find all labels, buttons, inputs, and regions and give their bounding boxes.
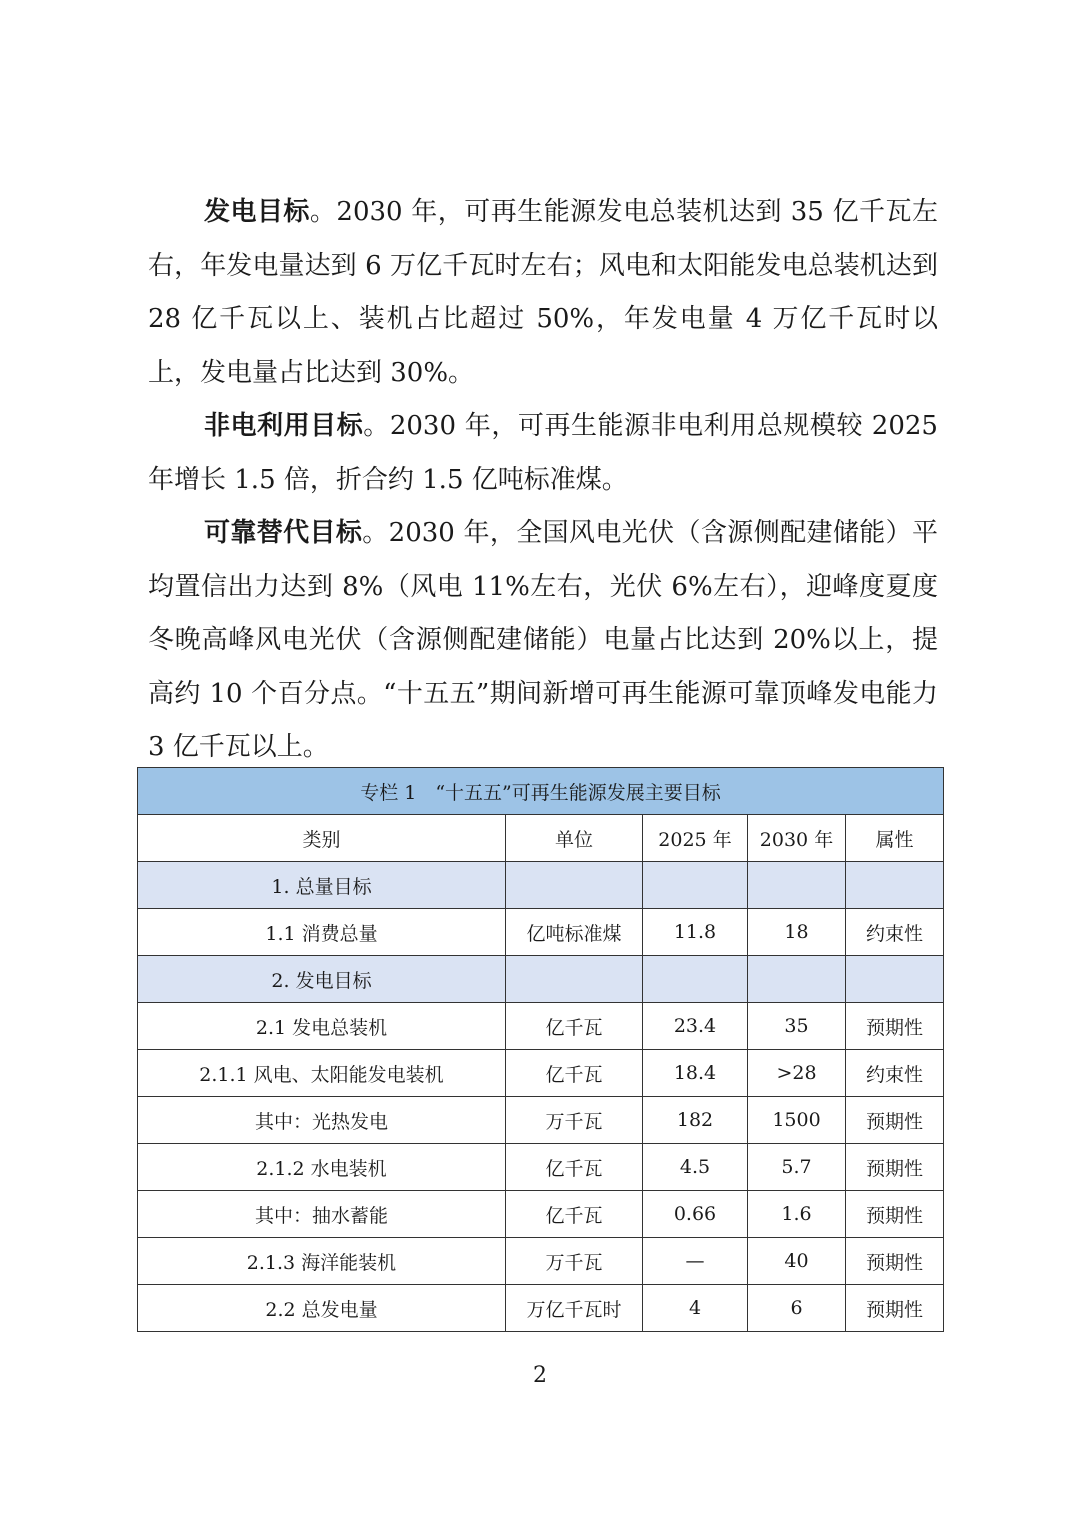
value-2025-cell	[643, 862, 748, 909]
value-2030-cell	[748, 956, 846, 1003]
table-row	[138, 1285, 944, 1332]
value-2025-cell: 18.4	[643, 1050, 748, 1097]
value-2025-cell: 11.8	[643, 909, 748, 956]
header-unit: 单位	[506, 815, 643, 862]
header-2025: 2025 年	[643, 815, 748, 862]
unit-cell: 万千瓦	[506, 1238, 643, 1285]
value-2030-cell: 1500	[748, 1097, 846, 1144]
value-2025-cell: 0.66	[643, 1191, 748, 1238]
category-cell: 2.1.2 水电装机	[138, 1144, 506, 1191]
table-row	[138, 1003, 944, 1050]
attribute-cell: 预期性	[846, 1003, 944, 1050]
category-cell: 2.1 发电总装机	[138, 1003, 506, 1050]
paragraph-reliable-replacement-target	[148, 507, 938, 775]
attribute-cell: 预期性	[846, 1238, 944, 1285]
category-cell: 2.1.3 海洋能装机	[138, 1238, 506, 1285]
category-cell: 2.1.1 风电、太阳能发电装机	[138, 1050, 506, 1097]
paragraph-lead: 非电利用目标	[204, 411, 364, 441]
attribute-cell: 预期性	[846, 1191, 944, 1238]
category-cell: 其中：抽水蓄能	[138, 1191, 506, 1238]
value-2030-cell	[748, 862, 846, 909]
table-row	[138, 1238, 944, 1285]
header-attribute: 属性	[846, 815, 944, 862]
header-2030: 2030 年	[748, 815, 846, 862]
attribute-cell	[846, 956, 944, 1003]
value-2030-cell: 35	[748, 1003, 846, 1050]
table-row	[138, 909, 944, 956]
value-2030-cell: 1.6	[748, 1191, 846, 1238]
unit-cell: 亿千瓦	[506, 1050, 643, 1097]
category-cell: 1. 总量目标	[138, 862, 506, 909]
unit-cell: 亿千瓦	[506, 1003, 643, 1050]
page-number: 2	[533, 1363, 547, 1388]
value-2030-cell: 5.7	[748, 1144, 846, 1191]
table-title: 专栏 1 “十五五”可再生能源发展主要目标	[138, 768, 944, 815]
paragraph-body: 。2030 年，全国风电光伏（含源侧配建储能）平均置信出力达到 8%（风电 11%左右，光伏 6%左右），迎峰度夏度冬晚高峰风电光伏（含源侧配建储能）电量占比达到 20%以上，提高约 10 个百分点。“十五五”期间新增可再生能源可靠顶峰发电能力 3 亿千瓦以上。	[148, 518, 938, 762]
attribute-cell: 预期性	[846, 1285, 944, 1332]
table-row	[138, 1191, 944, 1238]
attribute-cell: 约束性	[846, 1050, 944, 1097]
value-2025-cell: 23.4	[643, 1003, 748, 1050]
unit-cell	[506, 862, 643, 909]
unit-cell: 亿千瓦	[506, 1191, 643, 1238]
value-2030-cell: >28	[748, 1050, 846, 1097]
value-2025-cell: 182	[643, 1097, 748, 1144]
table-row	[138, 862, 944, 909]
unit-cell: 万亿千瓦时	[506, 1285, 643, 1332]
category-cell: 2.2 总发电量	[138, 1285, 506, 1332]
unit-cell	[506, 956, 643, 1003]
table-row	[138, 1050, 944, 1097]
attribute-cell	[846, 862, 944, 909]
table-row	[138, 1144, 944, 1191]
table-row	[138, 1097, 944, 1144]
paragraph-body: 。2030 年，可再生能源发电总装机达到 35 亿千瓦左右，年发电量达到 6 万亿千瓦时左右；风电和太阳能发电总装机达到 28 亿千瓦以上、装机占比超过 50%，年发电量 4 万亿千瓦时以上，发电量占比达到 30%。	[148, 197, 938, 388]
category-cell: 1.1 消费总量	[138, 909, 506, 956]
paragraph-lead: 发电目标	[204, 197, 310, 227]
unit-cell: 万千瓦	[506, 1097, 643, 1144]
paragraph-power-target	[148, 186, 938, 400]
value-2030-cell: 40	[748, 1238, 846, 1285]
value-2025-cell	[643, 956, 748, 1003]
table-header-row	[138, 815, 944, 862]
paragraph-non-power-target	[148, 400, 938, 507]
header-category: 类别	[138, 815, 506, 862]
value-2030-cell: 18	[748, 909, 846, 956]
paragraph-lead: 可靠替代目标	[204, 518, 363, 548]
value-2025-cell: —	[643, 1238, 748, 1285]
body-text	[148, 186, 938, 775]
value-2025-cell: 4	[643, 1285, 748, 1332]
unit-cell: 亿千瓦	[506, 1144, 643, 1191]
attribute-cell: 预期性	[846, 1144, 944, 1191]
targets-table	[137, 767, 944, 1332]
value-2025-cell: 4.5	[643, 1144, 748, 1191]
category-cell: 其中：光热发电	[138, 1097, 506, 1144]
value-2030-cell: 6	[748, 1285, 846, 1332]
unit-cell: 亿吨标准煤	[506, 909, 643, 956]
paragraph-body: 。2030 年，可再生能源非电利用总规模较 2025 年增长 1.5 倍，折合约 1.5 亿吨标准煤。	[148, 411, 938, 495]
table-title-row	[138, 768, 944, 815]
category-cell: 2. 发电目标	[138, 956, 506, 1003]
attribute-cell: 约束性	[846, 909, 944, 956]
table-row	[138, 956, 944, 1003]
attribute-cell: 预期性	[846, 1097, 944, 1144]
